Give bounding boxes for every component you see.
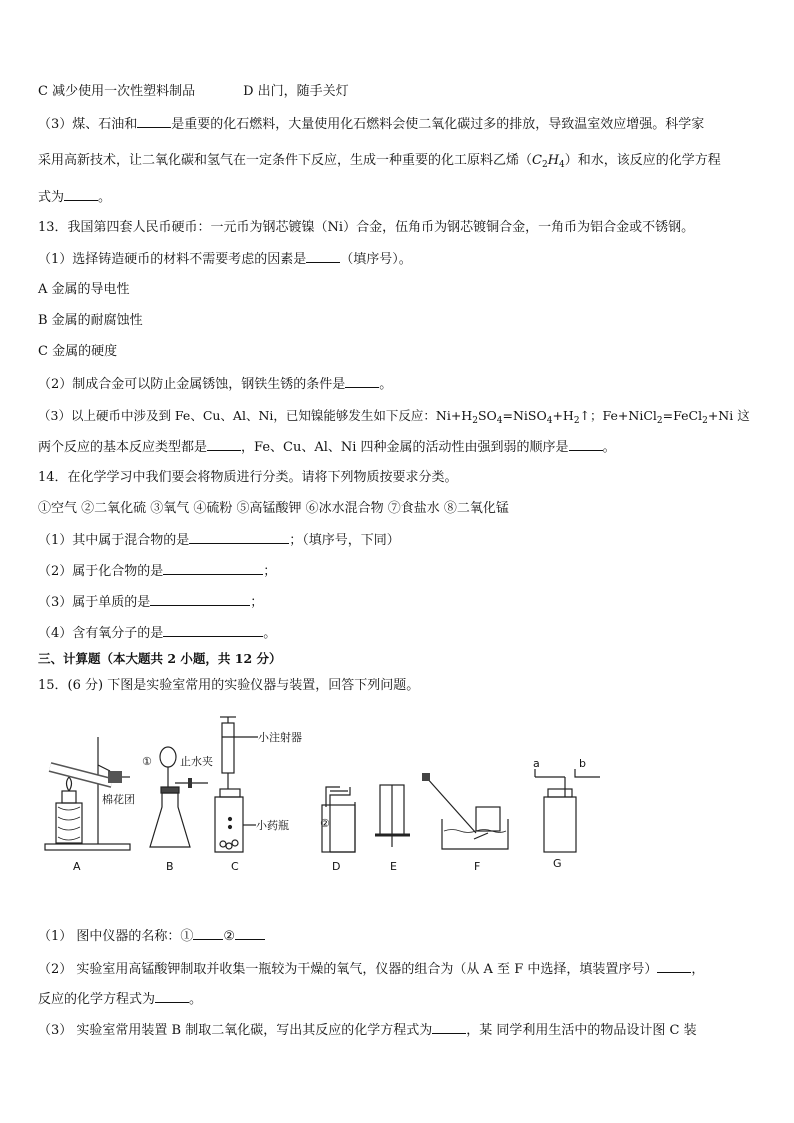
- answer-blank[interactable]: [193, 928, 223, 940]
- apparatus-c: [215, 717, 330, 852]
- q12-part3-line3: 式为 。: [38, 190, 112, 205]
- label-cotton: 棉花团: [102, 793, 135, 806]
- label-syringe: 小注射器: [258, 731, 302, 744]
- q15-part1: （1） 图中仪器的名称：① ②: [38, 928, 265, 945]
- q15-stem: 15．(6 分) 下图是实验室常用的实验仪器与装置，回答下列问题。: [38, 678, 420, 693]
- q14-part1: （1）其中属于混合物的是 ；（填序号，下同）: [38, 533, 400, 548]
- letter-d: D: [332, 860, 341, 873]
- answer-blank[interactable]: [155, 991, 189, 1003]
- q14-items: ①空气 ②二氧化硫 ③氧气 ④硫粉 ⑤高锰酸钾 ⑥冰水混合物 ⑦食盐水 ⑧二氧化锰: [38, 501, 509, 516]
- q13-option-c: C 金属的硬度: [38, 344, 118, 359]
- answer-blank[interactable]: [235, 928, 265, 940]
- letter-g: G: [553, 857, 562, 870]
- mark-1: ①: [142, 755, 152, 768]
- q14-stem: 14．在化学学习中我们要会将物质进行分类。请将下列物质按要求分类。: [38, 470, 458, 485]
- apparatus-figure: [30, 707, 600, 877]
- answer-blank[interactable]: [207, 439, 241, 451]
- apparatus-e: [375, 785, 410, 847]
- q13-part3-line1: （3）以上硬币中涉及到 Fe、Cu、Al、Ni，已知镍能够发生如下反应：$Ni+H_2SO_4=NiSO_4+H_2↑$；Fe+NiCl$_2$=FeCl$_2$+Ni 这: [38, 408, 750, 426]
- apparatus-g: [533, 757, 600, 852]
- q15-part2-line2: 反应的化学方程式为 。: [38, 992, 203, 1007]
- q14-part4: （4）含有氧分子的是 。: [38, 626, 277, 641]
- answer-blank[interactable]: [137, 116, 171, 128]
- answer-blank[interactable]: [345, 376, 379, 388]
- q13-stem: 13．我国第四套人民币硬币：一元币为钢芯镀镍（Ni）合金，伍角币为钢芯镀铜合金，一角币为铝合金或不锈钢。: [38, 220, 695, 235]
- q14-part2: （2）属于化合物的是 ；: [38, 564, 277, 579]
- q13-part1: （1）选择铸造硬币的材料不需要考虑的因素是 （填序号）。: [38, 252, 412, 267]
- letter-c: C: [231, 860, 239, 873]
- answer-blank[interactable]: [163, 563, 263, 575]
- section-heading: 三、计算题（本大题共 2 小题，共 12 分）: [38, 651, 282, 666]
- mark-2: ②: [320, 817, 330, 830]
- q15-part2-line1: （2） 实验室用高锰酸钾制取并收集一瓶较为干燥的氧气，仪器的组合为（从 A 至 F 中选择，填装置序号） ，: [38, 962, 705, 977]
- letter-f: F: [474, 860, 481, 873]
- q14-part3: （3）属于单质的是 ；: [38, 595, 264, 610]
- answer-blank[interactable]: [163, 625, 263, 637]
- q12-option-c: C 减少使用一次性塑料制品: [38, 84, 196, 99]
- apparatus-f: [422, 773, 508, 849]
- answer-blank[interactable]: [569, 439, 603, 451]
- mark-b: b: [579, 757, 586, 770]
- mark-a: a: [533, 757, 540, 770]
- label-clamp: 止水夹: [180, 755, 213, 768]
- letter-e: E: [390, 860, 397, 873]
- answer-blank[interactable]: [306, 251, 340, 263]
- apparatus-a: [45, 737, 135, 850]
- apparatus-b: [142, 747, 213, 847]
- answer-blank[interactable]: [189, 532, 289, 544]
- answer-blank[interactable]: [150, 594, 250, 606]
- answer-blank[interactable]: [64, 189, 98, 201]
- label-vial: 小药瓶: [256, 819, 289, 832]
- q13-part3-line2: 两个反应的基本反应类型都是 ，Fe、Cu、Al、Ni 四种金属的活动性由强到弱的顺序是 。: [38, 440, 616, 455]
- q12-part3-line1: （3）煤、石油和 是重要的化石燃料，大量使用化石燃料会使二氧化碳过多的排放，导致温室效应增强。科学家: [38, 117, 705, 132]
- q12-part3-line2: 采用高新技术，让二氧化碳和氢气在一定条件下反应，生成一种重要的化工原料乙烯$(C_2H_4)$和水，该反应的化学方程: [38, 153, 721, 170]
- letter-a: A: [73, 860, 81, 873]
- q13-option-a: A 金属的导电性: [38, 282, 130, 297]
- q12-option-d: D 出门，随手关灯: [243, 84, 349, 99]
- q13-option-b: B 金属的耐腐蚀性: [38, 313, 143, 328]
- ethylene-formula: $C_2H_4$: [532, 153, 565, 170]
- q15-part3: （3） 实验室常用装置 B 制取二氧化碳，写出其反应的化学方程式为 ，某 同学利用生活中的物品设计图 C 装: [38, 1023, 697, 1038]
- q13-part2: （2）制成合金可以防止金属锈蚀，钢铁生锈的条件是 。: [38, 377, 393, 392]
- q12-options-line: [38, 84, 349, 100]
- answer-blank[interactable]: [432, 1022, 466, 1034]
- answer-blank[interactable]: [657, 961, 691, 973]
- letter-b: B: [166, 860, 174, 873]
